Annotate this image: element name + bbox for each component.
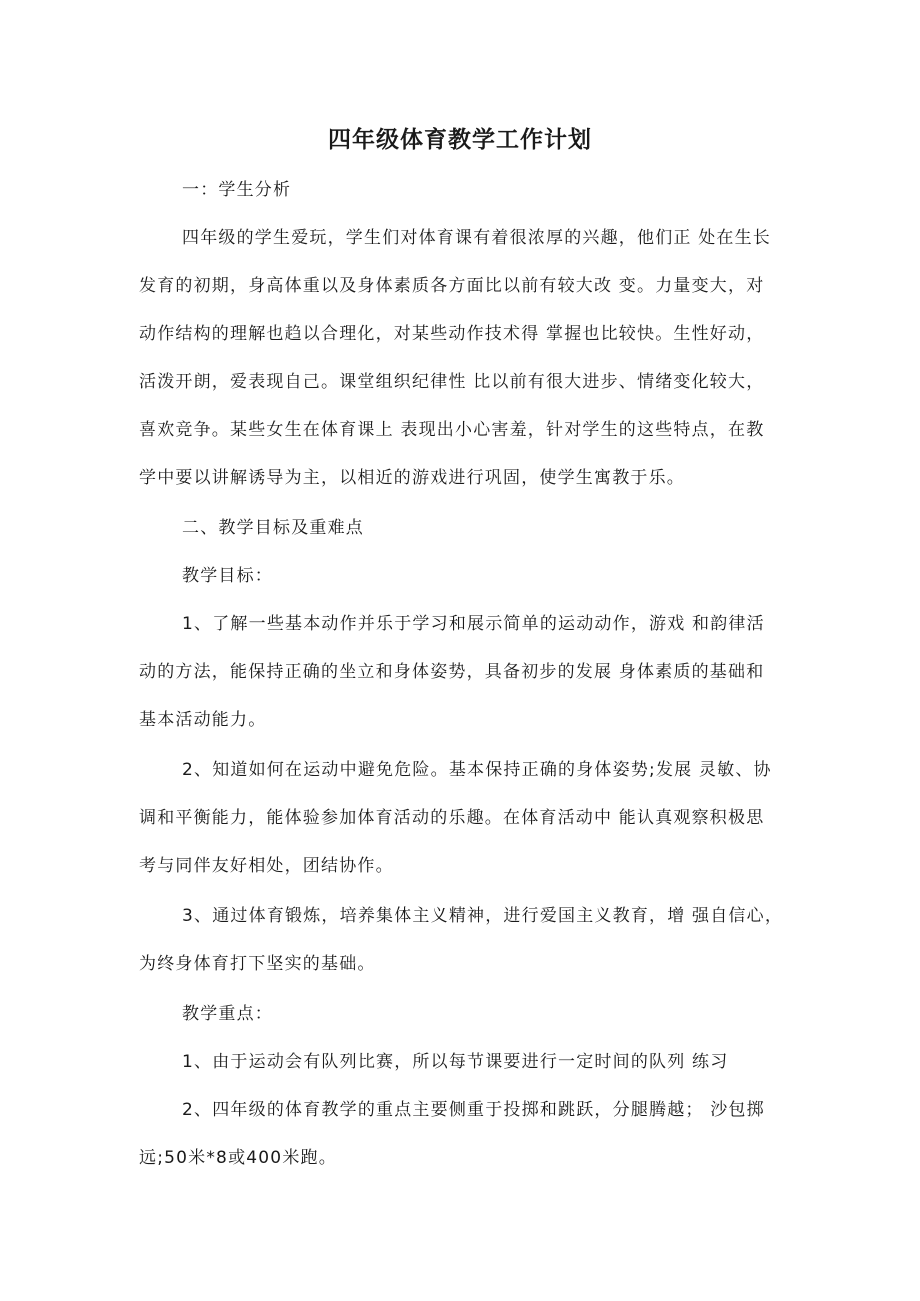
paragraph-line: 喜欢竞争。某些女生在体育课上 表现出小心害羞，针对学生的这些特点，在教 (139, 420, 765, 440)
goals-label: 教学目标： (182, 566, 273, 586)
goal-2-line: 调和平衡能力，能体验参加体育活动的乐趣。在体育活动中 能认真观察积极思 (139, 808, 765, 828)
paragraph-line: 活泼开朗，爱表现自己。课堂组织纪律性 比以前有很大进步、情绪变化较大， (139, 372, 765, 392)
key-point-2-line: 2、四年级的体育教学的重点主要侧重于投掷和跳跃，分腿腾越； 沙包掷 (182, 1100, 765, 1120)
goal-3-line: 为终身体育打下坚实的基础。 (139, 954, 376, 974)
document-title: 四年级体育教学工作计划 (328, 127, 592, 153)
section-heading-student-analysis: 一：学生分析 (182, 180, 292, 200)
key-point-2-line: 远;50米*8或400米跑。 (139, 1148, 337, 1168)
key-point-1: 1、由于运动会有队列比赛，所以每节课要进行一定时间的队列 练习 (182, 1052, 729, 1072)
paragraph-line: 四年级的学生爱玩，学生们对体育课有着很浓厚的兴趣，他们正 处在生长 (182, 228, 772, 248)
goal-3-line: 3、通过体育锻炼，培养集体主义精神，进行爱国主义教育，增 强自信心， (182, 906, 784, 926)
goal-1-line: 基本活动能力。 (139, 710, 267, 730)
goal-2-line: 考与同伴友好相处，团结协作。 (139, 856, 394, 876)
paragraph-line: 学中要以讲解诱导为主，以相近的游戏进行巩固，使学生寓教于乐。 (139, 468, 685, 488)
section-heading-goals: 二、教学目标及重难点 (182, 518, 364, 538)
key-points-label: 教学重点： (182, 1004, 273, 1024)
goal-1-line: 动的方法，能保持正确的坐立和身体姿势，具备初步的发展 身体素质的基础和 (139, 662, 765, 682)
goal-1-line: 1、了解一些基本动作并乐于学习和展示简单的运动动作，游戏 和韵律活 (182, 614, 765, 634)
paragraph-line: 动作结构的理解也趋以合理化，对某些动作技术得 掌握也比较快。生性好动， (139, 324, 765, 344)
paragraph-line: 发育的初期，身高体重以及身体素质各方面比以前有较大改 变。力量变大，对 (139, 276, 765, 296)
goal-2-line: 2、知道如何在运动中避免危险。基本保持正确的身体姿势;发展 灵敏、协 (182, 760, 772, 780)
